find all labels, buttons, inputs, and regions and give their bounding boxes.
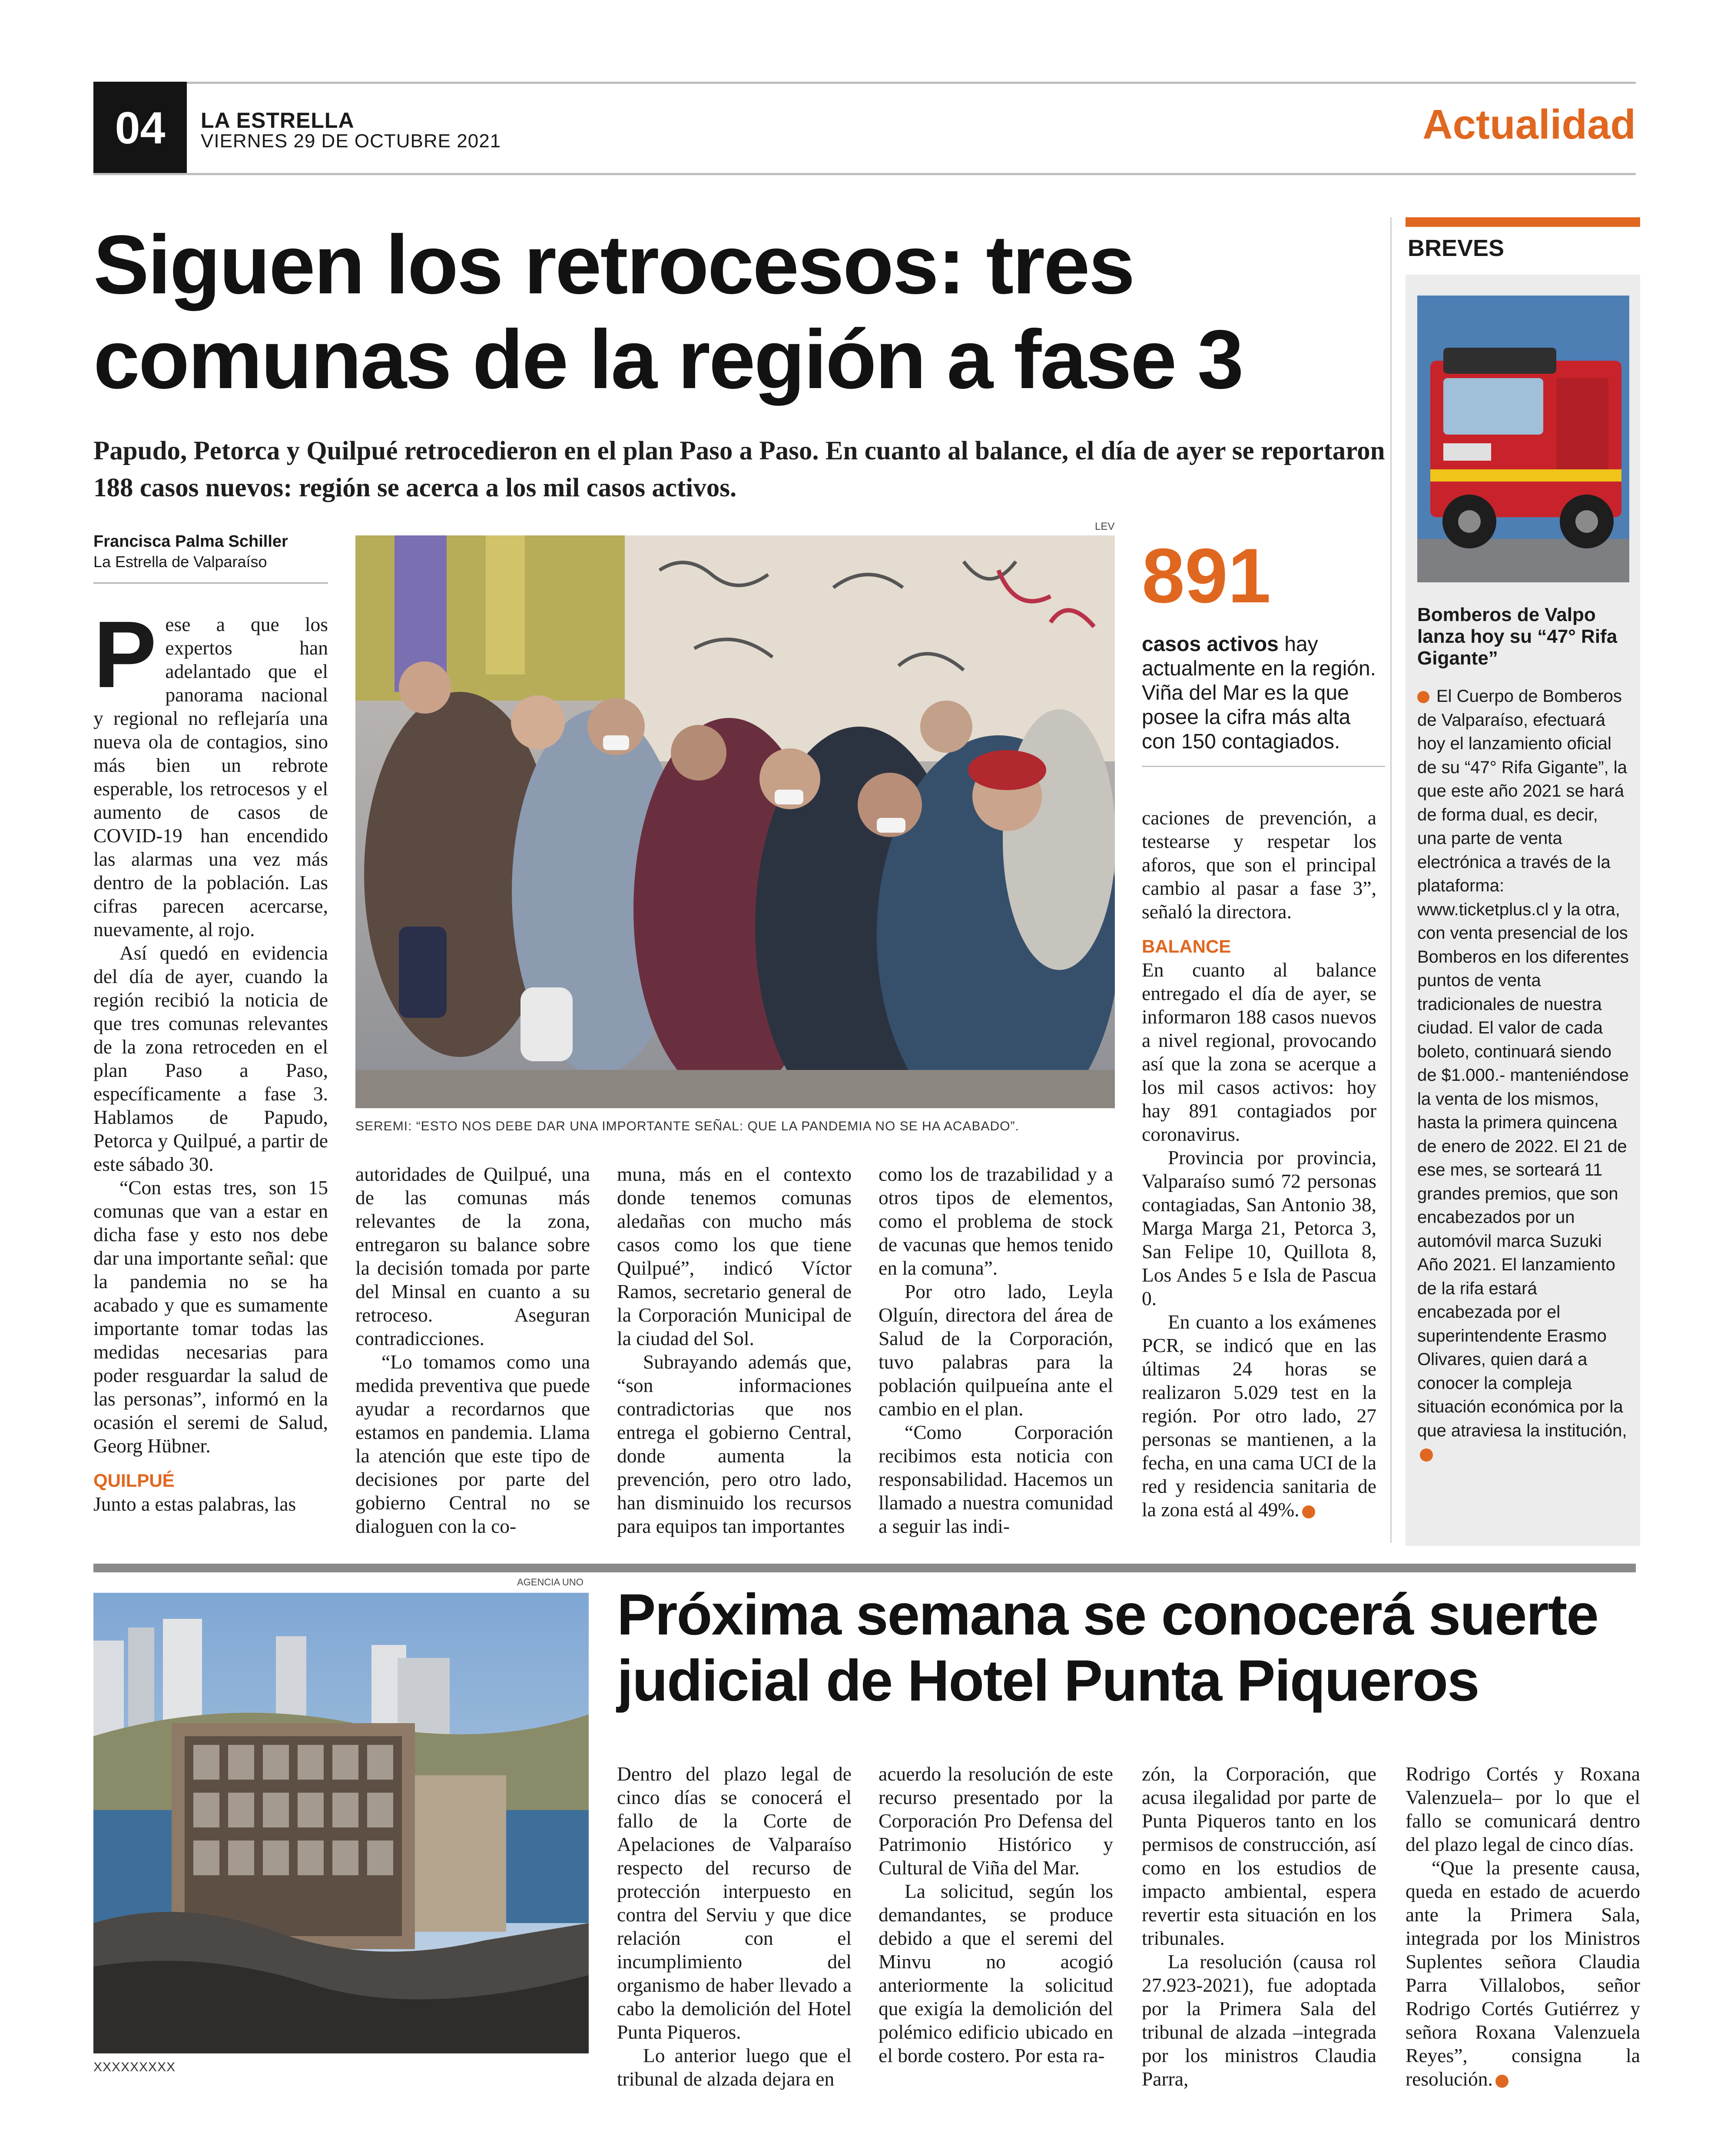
paragraph: Subrayando además que, “son informaciones contradictorias que nos entrega el gobierno Central, donde aumenta la prevención, pero otro lado, han disminuido los recursos para equipos tan importantes (617, 1351, 852, 1537)
masthead-top-rule (93, 82, 1636, 84)
stat-description (1142, 632, 1385, 754)
column-divider (1390, 217, 1392, 1543)
paragraph-text: ese a que los expertos han adelantado que el panorama nacional y regional no reflejaría una nueva ola de contagios, sino más bien un rebrote esperable, los retrocesos y el aumento de casos de COVID-19 han encendido las alarmas una vez más dentro de la población. Las cifras parecen acercarse, nuevamente, al rojo. (93, 613, 328, 940)
paragraph: Por otro lado, Leyla Olguín, directora del área de Salud de la Corporación, tuvo palabras para la población quilpueína ante el cambio en el plan. (879, 1280, 1113, 1420)
masthead-bottom-rule (93, 173, 1636, 175)
byline-divider (93, 582, 328, 584)
photo-credit: AGENCIA UNO (517, 1577, 584, 1588)
photo-caption: XXXXXXXXX (93, 2060, 176, 2074)
paragraph (93, 602, 328, 941)
breves-body (1417, 684, 1629, 1466)
section-name: Actualidad (1422, 101, 1636, 148)
bullet-icon (1417, 691, 1429, 703)
paragraph: “Como Corporación recibimos esta noticia con responsabilidad. Hacemos un llamado a nuestra comunidad a seguir las indi- (879, 1421, 1113, 1537)
article-column-4 (879, 1163, 1113, 1538)
headline-line-2: judicial de Hotel Punta Piqueros (617, 1648, 1479, 1713)
headline-line-1: Siguen los retrocesos: tres (93, 218, 1134, 311)
stat-divider (1142, 766, 1385, 767)
paragraph: muna, más en el contexto donde tenemos comunas aledañas con mucho más casos como los que tiene Quilpué”, indicó Víctor Ramos, secretario general de la Corporación Municipal de la ciudad del Sol. (617, 1163, 852, 1349)
stat-rest-text: hay actualmente en la región. Viña del Mar es la que posee la cifra más alta con 150 contagiados. (1142, 633, 1376, 753)
paragraph: Rodrigo Cortés y Roxana Valenzuela– por lo que el fallo se comunicará dentro del plazo legal de cinco días. (1406, 1763, 1640, 1855)
headline-line-2: comunas de la región a fase 3 (93, 312, 1243, 406)
paragraph: “Lo tomamos como una medida preventiva que puede ayudar a recordarnos que estamos en pandemia. Llama la atención que este tipo de decisiones por parte del gobierno Central no se dialoguen con la co- (355, 1351, 590, 1537)
article2-column-2 (879, 1762, 1113, 2067)
article-column-3 (617, 1163, 852, 1538)
fire-truck-photo (1417, 296, 1629, 582)
paragraph: Lo anterior luego que el tribunal de alzada dejara en (617, 2044, 852, 2090)
fire-truck-illustration (1417, 296, 1629, 582)
article2-column-4 (1406, 1762, 1640, 2091)
hotel-photo-illustration (93, 1593, 589, 2053)
paragraph: Provincia por provincia, Valparaíso sumó 72 personas contagiadas, San Antonio 38, Marga Marga 21, Petorca 3, San Felipe 10, Quillota 8, Los Andes 5 e Isla de Pascua 0. (1142, 1146, 1376, 1309)
breves-title: Bomberos de Valpo lanza hoy su “47° Rifa Gigante” (1417, 604, 1618, 669)
end-mark-icon (1302, 1505, 1315, 1518)
article-deck: Papudo, Petorca y Quilpué retrocedieron en el plan Paso a Paso. En cuanto al balance, el día de ayer se reportaron 188 casos nuevos: región se acerca a los mil casos activos. (93, 436, 1385, 502)
crowd-photo (355, 535, 1115, 1108)
paragraph: acuerdo la resolución de este recurso presentado por la Corporación Pro Defensa del Patrimonio Histórico y Cultural de Viña del Mar. (879, 1763, 1113, 1879)
article-column-5 (1142, 806, 1376, 1521)
paragraph (1142, 1310, 1376, 1521)
end-mark-icon (1495, 2075, 1508, 2088)
headline-line-1: Próxima semana se conocerá suerte (617, 1582, 1598, 1647)
subhead-balance: BALANCE (1142, 936, 1231, 957)
article2-column-1 (617, 1762, 852, 2091)
paragraph: autoridades de Quilpué, una de las comunas más relevantes de la zona, entregaron su balance sobre la decisión tomada por parte del Minsal en cuanto a su retroceso. Aseguran contradicciones. (355, 1163, 590, 1349)
paragraph-text: “Que la presente causa, queda en estado de acuerdo ante la Primera Sala, integrada por los Ministros Suplentes señora Claudia Parra Villalobos, señor Rodrigo Cortés Gutiérrez y señora Roxana Valenzuela Reyes”, consigna la resolución. (1406, 1857, 1640, 2090)
paragraph: caciones de prevención, a testearse y respetar los aforos, que son el principal cambio al pasar a fase 3”, señaló la directora. (1142, 807, 1376, 923)
crowd-photo-illustration (355, 535, 1115, 1108)
issue-date: VIERNES 29 DE OCTUBRE 2021 (201, 130, 501, 152)
stat-number: 891 (1142, 532, 1271, 619)
paragraph: Así quedó en evidencia del día de ayer, cuando la región recibió la noticia de que tres comunas relevantes de la zona retroceden en el plan Paso a Paso, específicamente a fase 3. Hablamos de Papudo, Petorca y Quilpué, a partir de este sábado 30. (93, 942, 328, 1175)
breves-body-text: El Cuerpo de Bomberos de Valparaíso, efectuará hoy el lanzamiento oficial de su “47° Rifa Gigante”, la que este año 2021 se hará de forma dual, es decir, una parte de venta electrónica a través de la plataforma: www.ticketplus.cl y la otra, con venta presencial de los Bomberos en los diferentes puntos de venta tradicionales de nuestra ciudad. El valor de cada boleto, continuará siendo de $1.000.- manteniéndose la venta de los mismos, hasta la primera quincena de enero de 2022. El 21 de ese mes, se sorteará 11 grandes premios, que son encabezados por un automóvil marca Suzuki Año 2021. El lanzamiento de la rifa estará encabezada por el superintendente Erasmo Olivares, quien dará a conocer la compleja situación económica por la que atraviesa la institución, (1417, 687, 1629, 1440)
paragraph: “Con estas tres, son 15 comunas que van a estar en dicha fase y esto nos debe dar una importante señal: que la pandemia no se ha acabado y que es sumamente importante tomar todas las medidas necesarias para poder resguardar la salud de las personas”, informó en la ocasión el seremi de Salud, Georg Hübner. (93, 1176, 328, 1457)
photo-credit: LEV (1095, 521, 1115, 532)
subhead-quilpue: QUILPUÉ (93, 1470, 175, 1491)
byline-organization: La Estrella de Valparaíso (93, 553, 267, 571)
paper-name: LA ESTRELLA (201, 108, 355, 133)
article-headline-2 (617, 1582, 1642, 1714)
paragraph: La resolución (causa rol 27.923-2021), fue adoptada por la Primera Sala del tribunal de alzada –integrada por los ministros Claudia Parra, (1142, 1950, 1376, 2090)
photo-caption: SEREMI: “ESTO NOS DEBE DAR UNA IMPORTANTE SEÑAL: QUE LA PANDEMIA NO SE HA ACABADO”. (355, 1119, 1019, 1133)
paragraph: La solicitud, según los demandantes, se produce debido a que el seremi del Minvu no acogió anteriormente la solicitud que exigía la demolición del polémico edificio ubicado en el borde costero. Por esta ra- (879, 1880, 1113, 2066)
article-column-1 (93, 602, 328, 1516)
byline-author: Francisca Palma Schiller (93, 532, 288, 551)
breves-label: BREVES (1408, 235, 1505, 261)
breves-accent-bar (1406, 217, 1640, 227)
article-column-2 (355, 1163, 590, 1538)
page-number: 04 (93, 82, 187, 175)
paragraph: En cuanto al balance entregado el día de ayer, se informaron 188 casos nuevos a nivel regional, provocando así que la zona se acerque a los mil casos activos: hoy hay 891 contagiados por coronavirus. (1142, 959, 1376, 1145)
stat-bold-text: casos activos (1142, 633, 1279, 656)
drop-cap: P (93, 602, 157, 708)
paragraph: Junto a estas palabras, las (93, 1493, 296, 1515)
hotel-photo (93, 1593, 589, 2053)
paragraph-text: En cuanto a los exámenes PCR, se indicó que en las últimas 24 horas se realizaron 5.029 test en la región. Por otro lado, 27 personas se mantienen, a la fecha, en una cama UCI de la red y residencia sanitaria de la zona está al 49%. (1142, 1311, 1376, 1521)
paragraph (1406, 1856, 1640, 2091)
article2-column-3 (1142, 1762, 1376, 2091)
end-mark-icon (1420, 1448, 1433, 1462)
paragraph: Dentro del plazo legal de cinco días se conocerá el fallo de la Corte de Apelaciones de Valparaíso respecto del recurso de protección interpuesto en contra del Serviu y que dice relación con el incumplimiento del organismo de haber llevado a cabo la demolición del Hotel Punta Piqueros. (617, 1763, 852, 2043)
article-headline (93, 217, 1375, 407)
article-separator (93, 1564, 1636, 1572)
paragraph: como los de trazabilidad y a otros tipos de elementos, como el problema de stock de vacunas que hemos tenido en la comuna”. (879, 1163, 1113, 1279)
paragraph: zón, la Corporación, que acusa ilegalidad por parte de Punta Piqueros tanto en los permisos de construcción, así como en los estudios de impacto ambiental, espera revertir esta situación en los tribunales. (1142, 1763, 1376, 1949)
